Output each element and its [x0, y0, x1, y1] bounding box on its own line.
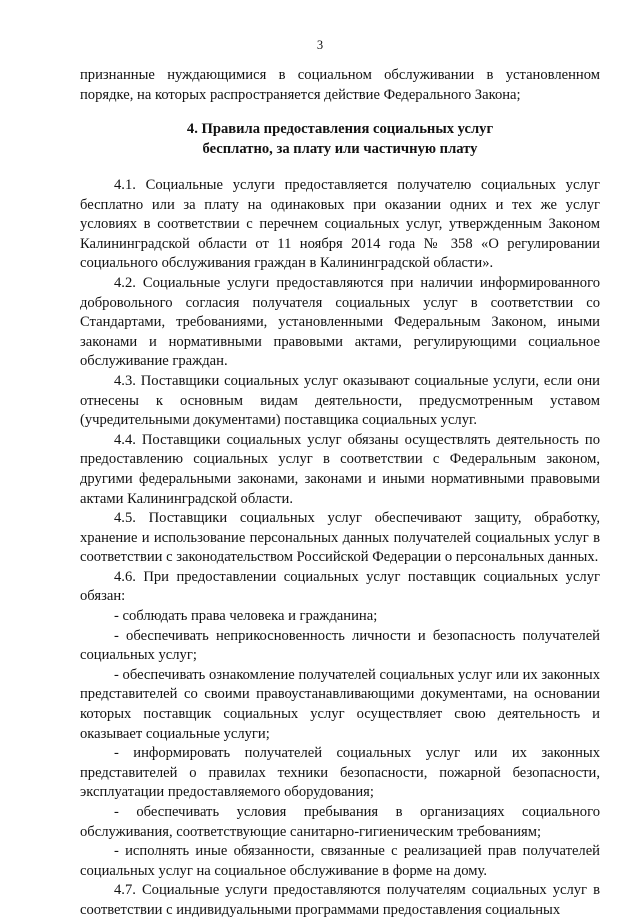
section-body — [80, 176, 600, 921]
paragraph-4-5: 4.5. Поставщики социальных услуг обеспечивают защиту, обработку, хранение и использование персональных данных получателей социальных услуг в соответствии с законодательством Российской Федерации о персональных данных. — [80, 510, 600, 566]
section-title — [80, 120, 600, 159]
page-number: 3 — [316, 38, 324, 52]
obligation-item: - обеспечивать неприкосновенность личности и безопасность получателей социальных услуг; — [80, 627, 600, 664]
paragraph-4-6: 4.6. При предоставлении социальных услуг поставщик социальных услуг обязан: — [80, 568, 600, 605]
obligation-item: - исполнять иные обязанности, связанные с реализацией прав получателей социальных услуг на социальное обслуживание в форме на дому. — [80, 843, 600, 879]
paragraph-4-2: 4.2. Социальные услуги предоставляются при наличии информированного добровольного согласия получателя социальных услуг в соответствии со Стандартами, требованиями, установленными Федеральным Законом, иными законами и нормативными правовыми актами, регулирующими социальное обслуживание граждан. — [80, 274, 600, 370]
obligation-item: - информировать получателей социальных услуг или их законных представителей о правилах техники безопасности, пожарной безопасности, эксплуатации предоставляемого оборудования; — [80, 745, 600, 801]
obligation-item: - обеспечивать условия пребывания в организациях социального обслуживания, соответствующие санитарно-гигиеническим требованиям; — [80, 804, 600, 840]
paragraph-4-4: 4.4. Поставщики социальных услуг обязаны осуществлять деятельность по предоставлению социальных услуг в соответствии с Федеральным законом, другими федеральными законами, законами и иными нормативными правовыми актами Калининградской области. — [80, 431, 600, 507]
section-title-line-1: 4. Правила предоставления социальных услуг — [186, 121, 494, 137]
obligation-item: - обеспечивать ознакомление получателей социальных услуг или их законных представителей со своими правоустанавливающими документами, на основании которых поставщик социальных услуг осуществляет свою деятельность и оказывает социальные услуги; — [80, 666, 600, 742]
section-title-line-2: бесплатно, за плату или частичную плату — [202, 140, 478, 157]
paragraph-4-3: 4.3. Поставщики социальных услуг оказывают социальные услуги, если они отнесены к основным видам деятельности, предусмотренным уставом (учредительными документами) поставщика социальных услуг. — [80, 372, 600, 429]
intro-paragraph: признанные нуждающимися в социальном обслуживании в установленном порядке, на которых распространяется действие Федерального Закона; — [80, 67, 600, 103]
intro-block — [80, 66, 600, 105]
obligation-item: - соблюдать права человека и гражданина; — [114, 608, 378, 625]
paragraph-4-7: 4.7. Социальные услуги предоставляются получателям социальных услуг в соответствии с индивидуальными программами предоставления социальных — [80, 882, 600, 918]
paragraph-4-1: 4.1. Социальные услуги предоставляется получателю социальных услуг бесплатно или за плату на одинаковых при оказании одних и тех же услуг условиях в соответствии с перечнем социальных услуг, утвержденным Законом Калининградской области от 11 ноября 2014 года № 358 «О регулировании социального обслуживания граждан в Калининградской области». — [80, 177, 600, 272]
